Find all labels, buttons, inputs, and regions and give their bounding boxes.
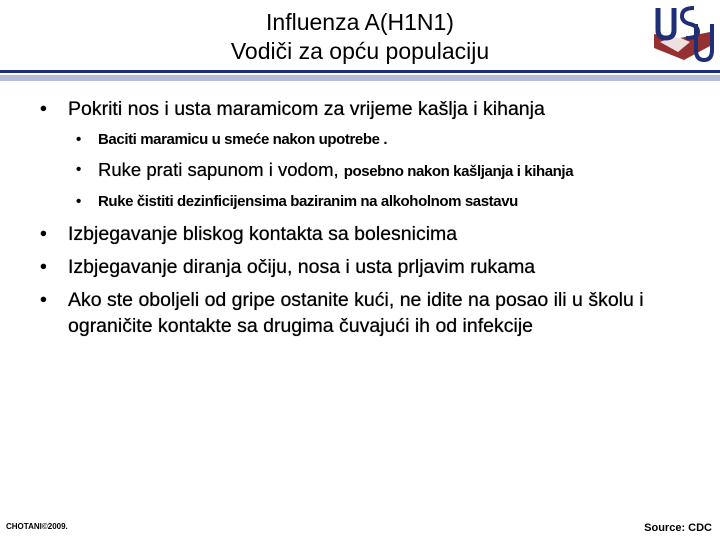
list-item-text: Ako ste oboljeli od gripe ostanite kući, ne idite na posao ili u školu i ograničite kontakte sa drugima čuvajući ih od infekcije	[68, 289, 644, 337]
title-line-1: Influenza A(H1N1)	[266, 9, 454, 35]
bullet-icon: •	[40, 223, 47, 245]
bullet-icon: •	[76, 193, 81, 210]
sub-list-item	[40, 159, 680, 182]
sub-list-item-text: Baciti maramicu u smeće nakon upotrebe .	[98, 131, 388, 148]
bullet-list	[40, 96, 680, 346]
list-item	[40, 221, 680, 247]
sub-list-item	[40, 129, 680, 150]
bullet-icon: •	[40, 256, 47, 278]
list-item	[40, 96, 680, 122]
list-item	[40, 287, 680, 339]
list-item-text: Izbjegavanje bliskog kontakta sa bolesnicima	[68, 223, 458, 245]
list-item-text: Izbjegavanje diranja očiju, nosa i usta prljavim rukama	[68, 256, 536, 278]
bullet-icon: •	[76, 161, 81, 178]
bullet-icon: •	[76, 131, 81, 148]
list-item-text: Pokriti nos i usta maramicom za vrijeme kašlja i kihanja	[68, 98, 545, 120]
sub-list-item	[40, 191, 680, 212]
sub-list-item-text-small: posebno nakon kašljanja i kihanja	[343, 163, 574, 180]
sub-list-item-text: Ruke čistiti dezinficijensima baziranim na alkoholnom sastavu	[98, 193, 518, 210]
source-footer: Source: CDC	[644, 522, 712, 534]
usu-logo	[650, 2, 714, 64]
title-line-2: Vodiči za opću populaciju	[230, 38, 490, 64]
slide-title	[120, 8, 600, 66]
bullet-icon: •	[40, 98, 47, 120]
header-divider	[0, 70, 720, 81]
list-item	[40, 254, 680, 280]
copyright-footer: CHOTANI©2009.	[6, 522, 68, 531]
bullet-icon: •	[40, 289, 47, 311]
sub-list-item-text-large: Ruke prati sapunom i vodom,	[98, 159, 344, 180]
